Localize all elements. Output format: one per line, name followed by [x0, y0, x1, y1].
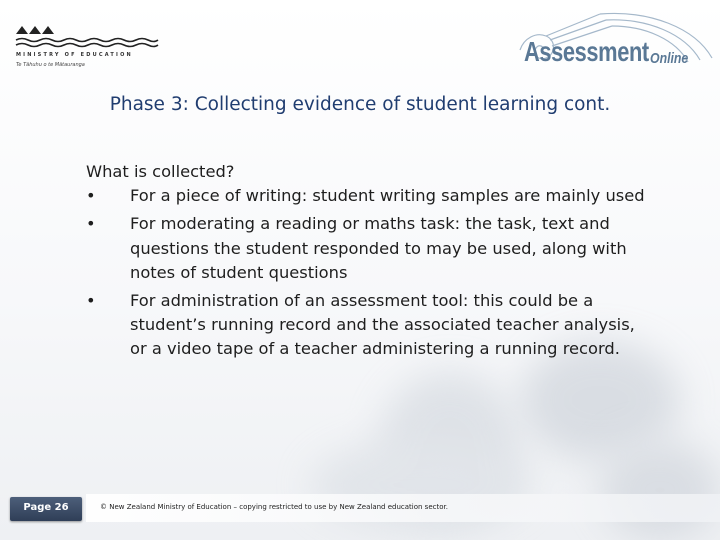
list-item: [86, 184, 646, 208]
brand-main: Assessment: [524, 36, 649, 67]
bullet-icon: •: [86, 291, 96, 311]
bullet-icon: •: [86, 186, 96, 206]
ministry-name: MINISTRY OF EDUCATION: [16, 52, 133, 58]
bullet-list: [86, 184, 646, 361]
list-item: [86, 289, 646, 362]
brand-sub: Online: [650, 50, 689, 67]
bullet-text: For a piece of writing: student writing samples are mainly used: [130, 186, 645, 206]
bullet-text: For moderating a reading or maths task: the task, text and questions the student responded to may be used, along with notes of student questions: [130, 214, 627, 282]
slide-body: [86, 160, 646, 362]
intro-text: What is collected?: [86, 162, 235, 181]
slide-title: Phase 3: Collecting evidence of student learning cont.: [109, 94, 611, 115]
list-item: [86, 212, 646, 285]
bullet-text: For administration of an assessment tool: this could be a student’s running record and the associated teacher analysis, or a video tape of a teacher administering a running record.: [130, 291, 635, 359]
page-number-badge: Page 26: [10, 497, 82, 521]
ministry-logo: [12, 18, 162, 78]
assessment-online-logo: [480, 10, 720, 80]
ministry-maori-name: Te Tāhuhu o te Mātauranga: [16, 62, 85, 68]
copyright-notice: © New Zealand Ministry of Education – copying restricted to use by New Zealand education sector.: [100, 503, 448, 511]
ministry-mark-icon: [12, 18, 162, 52]
bullet-icon: •: [86, 214, 96, 234]
